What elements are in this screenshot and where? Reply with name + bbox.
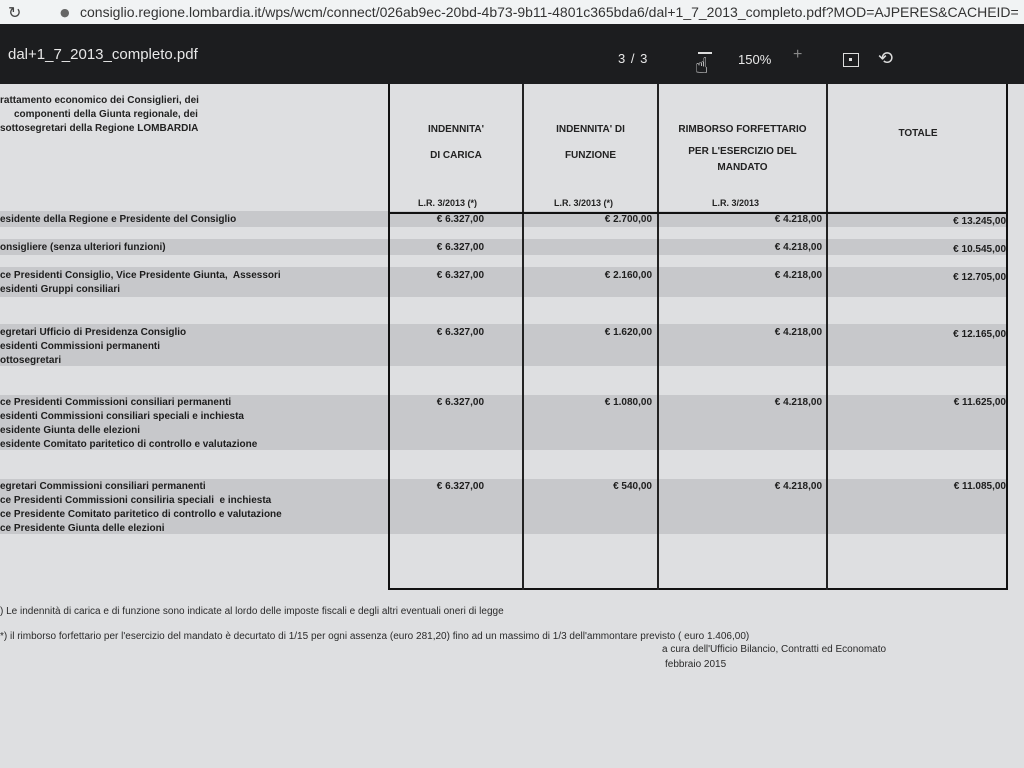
pdf-page [0,84,1024,768]
column-law-funzione: L.R. 3/2013 (*) [554,198,614,208]
rotate-icon[interactable]: ⟲ [878,48,894,69]
footnote-2: *) il rimborso forfettario per l'esercizio del mandato è decurtato di 1/15 per ogni assenza (euro 281,20) fino ad un massimo di 1/3 dell'ammontare previsto ( euro 1.406,00) [0,631,750,642]
cell-totale: € 11.625,00 [953,397,1006,408]
cell-rimborso: € 4.218,00 [774,327,822,338]
cell-rimborso: € 4.218,00 [774,214,822,225]
cell-carica: € 6.327,00 [436,397,484,408]
column-header-carica: INDENNITA' DI CARICA [427,124,485,161]
document-title: dal+1_7_2013_completo.pdf [8,46,198,63]
cell-totale: € 12.165,00 [953,329,1006,340]
cell-funzione: € 540,00 [613,481,652,492]
cell-totale: € 11.085,00 [953,481,1006,492]
url-text[interactable]: consiglio.regione.lombardia.it/wps/wcm/connect/026ab9ec-20bd-4b73-9b11-4801c365bda6/dal+1_7_2013_completo.pdf?MOD=AJPERES&CACHEID= [80,4,1019,20]
cell-totale: € 13.245,00 [953,216,1006,227]
cell-funzione: € 2.700,00 [604,214,652,225]
pdf-toolbar [0,24,1024,84]
column-header-funzione: INDENNITA' DI FUNZIONE [556,124,625,161]
cell-rimborso: € 4.218,00 [774,397,822,408]
row-label: egretari Ufficio di Presidenza Consiglio esidenti Commissioni permanenti ottosegretari [0,327,187,366]
table-title: rattamento economico dei Consiglieri, dei componenti della Giunta regionale, dei sottosegretari della Regione LOMBARDIA [0,95,199,134]
fit-to-page-icon[interactable] [843,53,859,67]
cell-funzione: € 2.160,00 [604,270,652,281]
cell-rimborso: € 4.218,00 [774,481,822,492]
cell-totale: € 12.705,00 [953,272,1006,283]
row-label: egretari Commissioni consiliari permanenti ce Presidenti Commissioni consiliria speciali e inchiesta ce Presidente Comitato paritetico di controllo e valutazione ce Presidente Giunta delle elezioni [0,481,282,534]
column-header-totale: TOTALE [898,128,938,139]
row-label: esidente della Regione e Presidente del Consiglio [0,214,237,225]
site-info-icon[interactable]: ● [60,5,70,19]
cell-carica: € 6.327,00 [436,327,484,338]
cell-funzione: € 1.080,00 [604,397,652,408]
hand-cursor-icon: ☝ [695,54,709,79]
cell-totale: € 10.545,00 [953,244,1006,255]
page-indicator[interactable]: 3 / 3 [618,51,649,66]
cell-rimborso: € 4.218,00 [774,242,822,253]
row-label: ce Presidenti Commissioni consiliari permanenti esidenti Commissioni consiliari speciali e inchiesta esidente Giunta delle elezioni esidente Comitato paritetico di controllo e valutazione [0,397,258,450]
date-line: febbraio 2015 [665,659,727,670]
cell-funzione: € 1.620,00 [604,327,652,338]
column-header-rimborso: RIMBORSO FORFETTARIO PER L'ESERCIZIO DEL MANDATO [678,124,807,173]
row-label: onsigliere (senza ulteriori funzioni) [0,242,166,253]
cell-carica: € 6.327,00 [436,214,484,225]
address-bar[interactable] [0,0,1024,24]
footnote-1: ) Le indennità di carica e di funzione sono indicate al lordo delle imposte fiscali e degli altri eventuali oneri di legge [0,606,504,617]
credit-line: a cura dell'Ufficio Bilancio, Contratti ed Economato [662,644,887,655]
column-law-rimborso: L.R. 3/2013 [712,198,760,208]
column-law-carica: L.R. 3/2013 (*) [418,198,478,208]
cell-carica: € 6.327,00 [436,270,484,281]
zoom-level[interactable]: 150% [738,52,772,67]
cell-carica: € 6.327,00 [436,242,484,253]
cell-rimborso: € 4.218,00 [774,270,822,281]
zoom-in-button[interactable]: + [793,46,803,63]
row-label: ce Presidenti Consiglio, Vice Presidente Giunta, Assessori esidenti Gruppi consiliari [0,270,281,295]
reload-icon[interactable]: ↻ [8,2,22,22]
cell-carica: € 6.327,00 [436,481,484,492]
